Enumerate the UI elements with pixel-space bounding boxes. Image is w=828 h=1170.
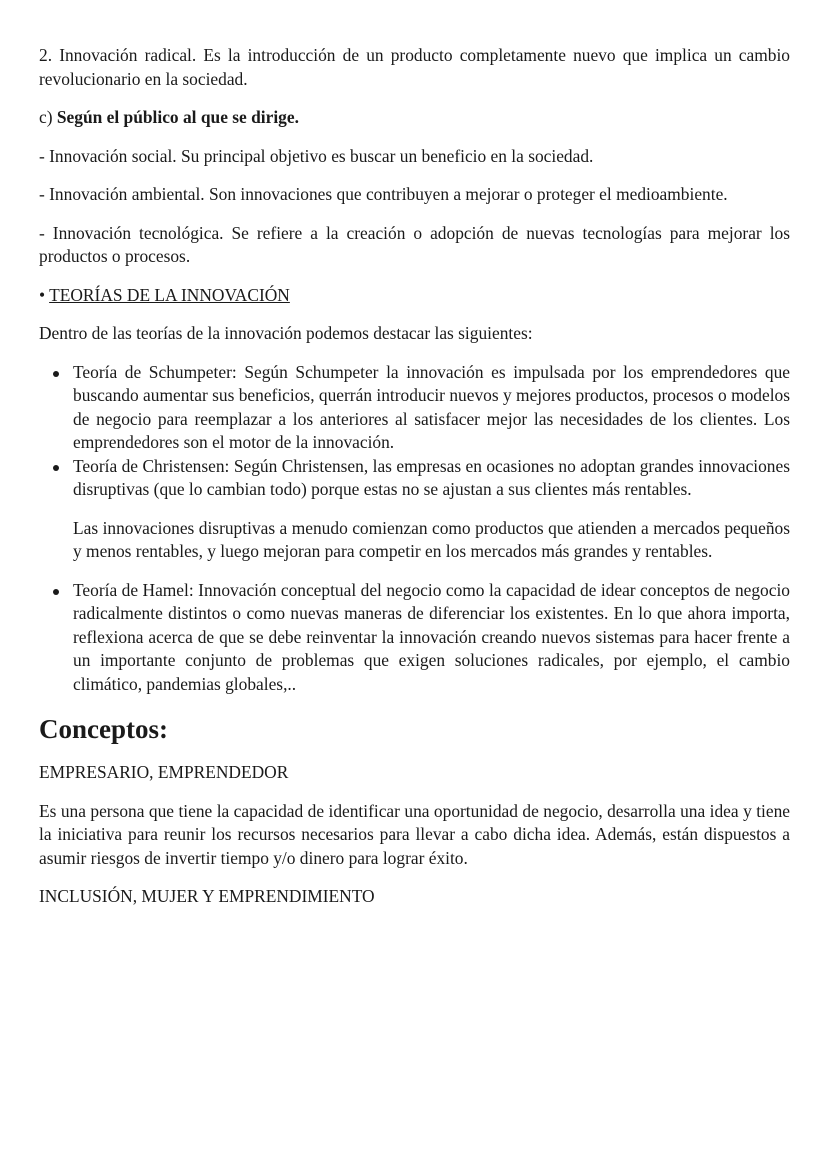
christensen-continuation: Las innovaciones disruptivas a menudo comienzan como productos que atienden a mercados pequeños y menos rentables, y luego mejoran para competir en los mercados más grandes y rentables. bbox=[73, 517, 790, 561]
theories-title: TEORÍAS DE LA INNOVACIÓN bbox=[49, 284, 290, 305]
public-prefix: c) bbox=[39, 107, 57, 127]
concepts-heading: Conceptos: bbox=[39, 714, 168, 744]
inclusion-title: INCLUSIÓN, MUJER Y EMPRENDIMIENTO bbox=[39, 886, 375, 906]
bullet-dot-icon bbox=[53, 465, 59, 471]
theories-list-continued bbox=[39, 579, 790, 697]
social-innovation-paragraph: - Innovación social. Su principal objetivo es buscar un beneficio en la sociedad. bbox=[39, 145, 594, 166]
technological-innovation-paragraph: - Innovación tecnológica. Se refiere a la creación o adopción de nuevas tecnologías para mejorar los productos o procesos. bbox=[39, 222, 790, 266]
theories-heading bbox=[39, 284, 790, 308]
bullet-dot-icon bbox=[53, 371, 59, 377]
theories-bullet: • bbox=[39, 284, 50, 305]
christensen-text: Teoría de Christensen: Según Christensen, las empresas en ocasiones no adoptan grandes innovaciones disruptivas (que lo cambian todo) porque estas no se ajustan a sus clientes más rentables. bbox=[73, 455, 790, 499]
list-item-hamel bbox=[39, 579, 790, 697]
bullet-dot-icon bbox=[53, 589, 59, 595]
empresario-title: EMPRESARIO, EMPRENDEDOR bbox=[39, 762, 289, 782]
radical-innovation-paragraph: 2. Innovación radical. Es la introducción de un producto completamente nuevo que implica un cambio revolucionario en la sociedad. bbox=[39, 45, 790, 89]
schumpeter-text: Teoría de Schumpeter: Según Schumpeter la innovación es impulsada por los emprendedores que buscando aumentar sus beneficios, querrán introducir nuevos y mejores productos, procesos o modelos de negocio para reemplazar a los anteriores al satisfacer mejor las necesidades de los clientes. Los emprendedores son el motor de la innovación. bbox=[73, 361, 790, 452]
hamel-text: Teoría de Hamel: Innovación conceptual del negocio como la capacidad de idear conceptos de negocio radicalmente distintos o como nuevas maneras de diferenciar los existentes. En lo que ahora importa, reflexiona acerca de que se debe reinventar la innovación creando nuevos sistemas para hacer frente a un importante conjunto de problemas que exigen soluciones radicales, por ejemplo, el cambio climático, pandemias globales,.. bbox=[73, 579, 790, 694]
empresario-definition: Es una persona que tiene la capacidad de identificar una oportunidad de negocio, desarrolla una idea y tiene la iniciativa para reunir los recursos necesarios para llevar a cabo dicha idea. Además, están dispuestos a asumir riesgos de invertir tiempo y/o dinero para lograr éxito. bbox=[39, 800, 790, 868]
theories-list bbox=[39, 361, 790, 502]
public-title: Según el público al que se dirige. bbox=[56, 107, 299, 127]
public-classification-heading bbox=[39, 106, 790, 130]
environmental-innovation-paragraph: - Innovación ambiental. Son innovaciones que contribuyen a mejorar o proteger el medioambiente. bbox=[39, 184, 728, 204]
list-item-schumpeter bbox=[39, 361, 790, 455]
list-item-christensen bbox=[39, 455, 790, 502]
theories-intro: Dentro de las teorías de la innovación podemos destacar las siguientes: bbox=[39, 323, 533, 343]
